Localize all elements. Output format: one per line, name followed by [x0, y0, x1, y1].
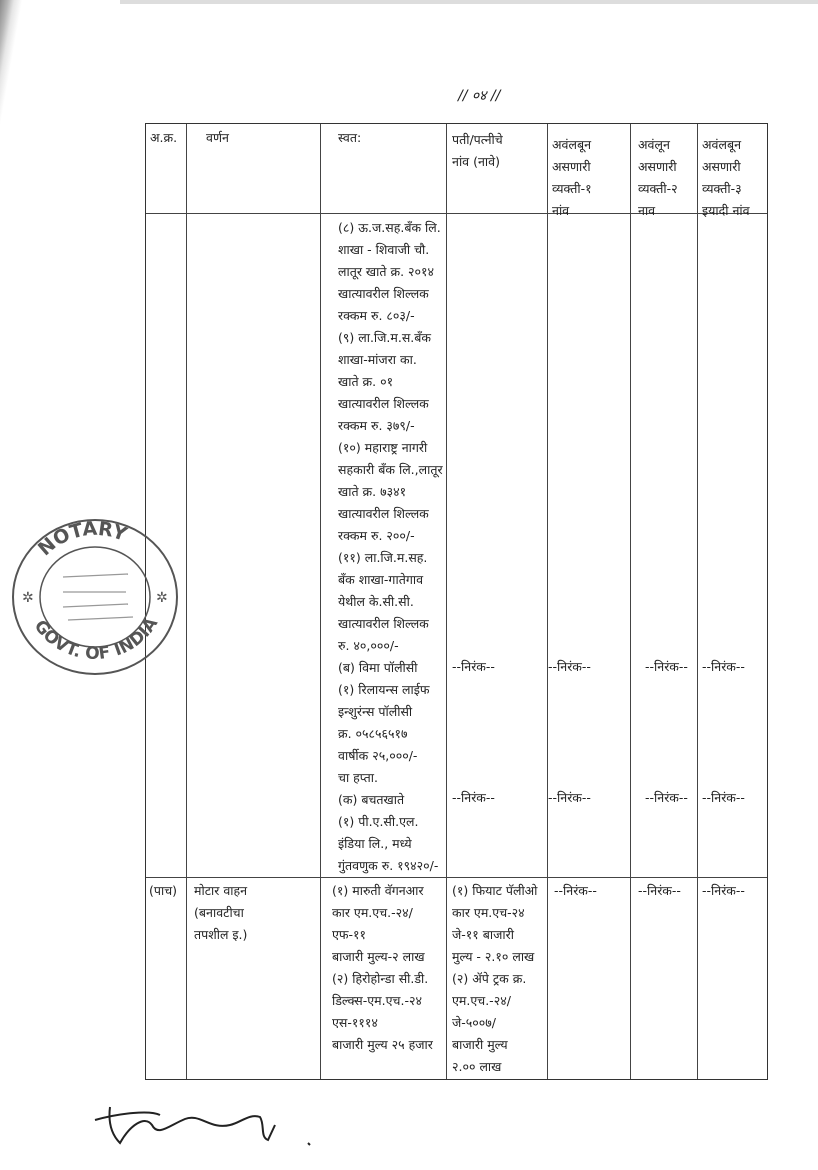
row1-self-cell-line: (११) ला.जि.म.सह. — [338, 550, 428, 565]
row1-self-cell-line: (८) ऊ.ज.सह.बँक लि. — [338, 220, 441, 235]
row1-self-cell-line: (१) रिलायन्स लाईफ — [338, 682, 430, 697]
row2-self-cell-line: (२) हिरोहोन्डा सी.डी. — [332, 971, 429, 986]
row1-self-cell-line: खात्यावरील शिल्लक — [338, 506, 429, 521]
row1-dependent-2-nil-insurance-line: --निरंक-- — [645, 658, 688, 674]
row1-self-cell-line: इंडिया लि., मध्ये — [338, 836, 412, 851]
row2-spouse-cell-line: कार एम.एच-२४ — [452, 905, 525, 920]
header-cell-5-line: अवंलबून — [552, 137, 592, 152]
row1-self-cell-line: रक्कम रु. ३७९/- — [338, 418, 415, 433]
row2-self-cell-line: बाजारी मुल्य २५ हजार — [332, 1037, 433, 1052]
row1-self-cell-line: खाते क्र. ७३४१ — [338, 484, 407, 499]
svg-text:GOVT. OF INDIA: GOVT. OF INDIA — [29, 614, 163, 665]
row1-self-cell-line: (१०) महाराष्ट्र नागरी — [338, 440, 428, 455]
row2-spouse-cell — [452, 880, 537, 1078]
header-cell-6 — [638, 134, 678, 222]
row2-spouse-cell-line: जे-११ बाजारी — [452, 927, 514, 942]
row2-self-cell-line: डिल्क्स-एम.एच.-२४ — [332, 993, 422, 1008]
header-cell-1-line: अ.क्र. — [150, 130, 178, 145]
header-cell-6-line: असणारी — [638, 159, 677, 174]
header-cell-1 — [150, 127, 177, 149]
row1-dependent-3-nil-savings — [702, 787, 745, 809]
page-number: // ०४ // — [458, 88, 501, 104]
row1-self-cell-line: रक्कम रु. २००/- — [338, 528, 415, 543]
header-cell-3 — [338, 127, 361, 149]
row1-dependent-2-nil-savings — [645, 787, 688, 809]
row1-self-cell-line: खात्यावरील शिल्लक — [338, 396, 429, 411]
row1-self-cell-line: रु. ४०,०००/- — [338, 638, 399, 653]
row1-spouse-nil-savings — [452, 787, 495, 809]
svg-text:✲: ✲ — [22, 590, 34, 606]
header-cell-7-line: अवंलबून — [702, 137, 742, 152]
svg-text:NOTARY: NOTARY — [33, 517, 130, 561]
row2-dependent-3-nil-line: --निरंक-- — [702, 883, 745, 898]
row1-self-cell-line: (क) बचतखाते — [338, 792, 405, 807]
row2-self-cell-line: एफ-११ — [332, 927, 367, 942]
row2-serial-line: (पाच) — [149, 883, 178, 898]
header-cell-7-line: व्यक्ती-३ — [702, 181, 742, 196]
header-cell-3-line: स्वत: — [338, 130, 362, 145]
row1-spouse-nil-savings-line: --निरंक-- — [452, 790, 495, 806]
signature — [90, 1095, 330, 1155]
row1-self-cell-line: इन्शुरंन्स पॉलीसी — [338, 704, 413, 719]
row2-spouse-cell-line: जे-५००७/ — [452, 1015, 496, 1030]
row2-dependent-2-nil-line: --निरंक-- — [638, 883, 681, 898]
row1-self-cell-line: (१) पी.ए.सी.एल. — [338, 814, 419, 829]
row2-self-cell-line: बाजारी मुल्य-२ लाख — [332, 949, 425, 964]
row1-self-cell-line: येथील के.सी.सी. — [338, 594, 414, 609]
row2-self-cell-line: एस-१११४ — [332, 1015, 378, 1030]
row2-dependent-3-nil — [702, 880, 745, 902]
row1-self-cell-line: शाखा - शिवाजी चौ. — [338, 242, 430, 257]
row2-dependent-2-nil — [638, 880, 681, 902]
row1-self-cell-line: (ब) विमा पॉलीसी — [338, 660, 418, 675]
row1-dependent-2-nil-savings-line: --निरंक-- — [645, 790, 688, 806]
row1-self-cell-line: (९) ला.जि.म.स.बँक — [338, 330, 432, 345]
row2-dependent-1-nil-line: --निरंक-- — [554, 883, 597, 898]
header-cell-2 — [206, 127, 229, 149]
row2-serial — [149, 880, 177, 902]
row1-dependent-1-nil-insurance — [548, 656, 591, 678]
assets-table — [145, 123, 768, 1080]
header-cell-4 — [452, 129, 503, 173]
row1-self-cell — [338, 217, 443, 877]
row1-dependent-3-nil-insurance — [702, 656, 745, 678]
header-cell-7 — [702, 134, 750, 222]
row1-self-cell-line: शाखा-मांजरा का. — [338, 352, 417, 367]
row1-self-cell-line: रक्कम रु. ८०३/- — [338, 308, 415, 323]
row2-spouse-cell-line: २.०० लाख — [452, 1059, 502, 1074]
header-cell-4-line: पती/पत्नीचे — [452, 132, 503, 147]
header-cell-5-line: व्यक्ती-१ — [552, 181, 592, 196]
row1-spouse-nil-insurance-line: --निरंक-- — [452, 658, 495, 674]
header-cell-7-line: इयादी नांव — [702, 203, 750, 218]
header-cell-7-line: असणारी — [702, 159, 741, 174]
header-cell-5-line: नांव — [552, 203, 570, 218]
row2-description — [194, 880, 247, 946]
row1-self-cell-line: बँक शाखा-गातेगाव — [338, 572, 424, 587]
row1-self-cell-line: गुंतवणुक रु. १९४२०/- — [338, 858, 439, 873]
header-cell-5 — [552, 134, 592, 222]
row2-description-line: तपशील इ.) — [194, 927, 248, 942]
header-cell-4-line: नांव (नावे) — [452, 154, 500, 169]
header-cell-6-line: व्यक्ती-२ — [638, 181, 678, 196]
row1-self-cell-line: लातूर खाते क्र. २०१४ — [338, 264, 435, 279]
row2-self-cell — [332, 880, 433, 1056]
header-cell-5-line: असणारी — [552, 159, 591, 174]
row2-spouse-cell-line: मुल्य - २.१० लाख — [452, 949, 535, 964]
row1-self-cell-line: क्र. ०५८५६५१७ — [338, 726, 408, 741]
row2-spouse-cell-line: (२) ॲपे ट्रक क्र. — [452, 971, 527, 986]
row1-self-cell-line: खात्यावरील शिल्लक — [338, 616, 429, 631]
row1-self-cell-line: वार्षीक २५,०००/- — [338, 748, 418, 763]
row1-spouse-nil-insurance — [452, 656, 495, 678]
header-cell-6-line: नाव — [638, 203, 656, 218]
row2-spouse-cell-line: बाजारी मुल्य — [452, 1037, 508, 1052]
row1-dependent-2-nil-insurance — [645, 656, 688, 678]
row1-dependent-1-nil-savings — [548, 787, 591, 809]
row2-spouse-cell-line: एम.एच.-२४/ — [452, 993, 511, 1008]
row1-dependent-3-nil-insurance-line: --निरंक-- — [702, 658, 745, 674]
header-cell-6-line: अवंलून — [638, 137, 670, 152]
header-cell-2-line: वर्णन — [206, 130, 229, 145]
row2-dependent-1-nil — [554, 880, 597, 902]
row2-spouse-cell-line: (१) फियाट पॅलीओ — [452, 883, 538, 898]
row1-dependent-1-nil-insurance-line: --निरंक-- — [548, 658, 591, 674]
scan-edge — [120, 0, 818, 4]
row1-dependent-3-nil-savings-line: --निरंक-- — [702, 790, 745, 806]
svg-text:✲: ✲ — [156, 590, 168, 606]
row2-description-line: (बनावटीचा — [194, 905, 244, 920]
row1-dependent-1-nil-savings-line: --निरंक-- — [548, 790, 591, 806]
row1-self-cell-line: सहकारी बँक लि.,लातूर — [338, 462, 443, 477]
row2-self-cell-line: (१) मारुती वॅगनआर — [332, 883, 424, 898]
row1-self-cell-line: खात्यावरील शिल्लक — [338, 286, 429, 301]
notary-stamp — [8, 512, 188, 682]
row2-self-cell-line: कार एम.एच.-२४/ — [332, 905, 413, 920]
row1-self-cell-line: चा हप्ता. — [338, 770, 378, 785]
row2-description-line: मोटार वाहन — [194, 883, 248, 898]
row1-self-cell-line: खाते क्र. ०१ — [338, 374, 394, 389]
